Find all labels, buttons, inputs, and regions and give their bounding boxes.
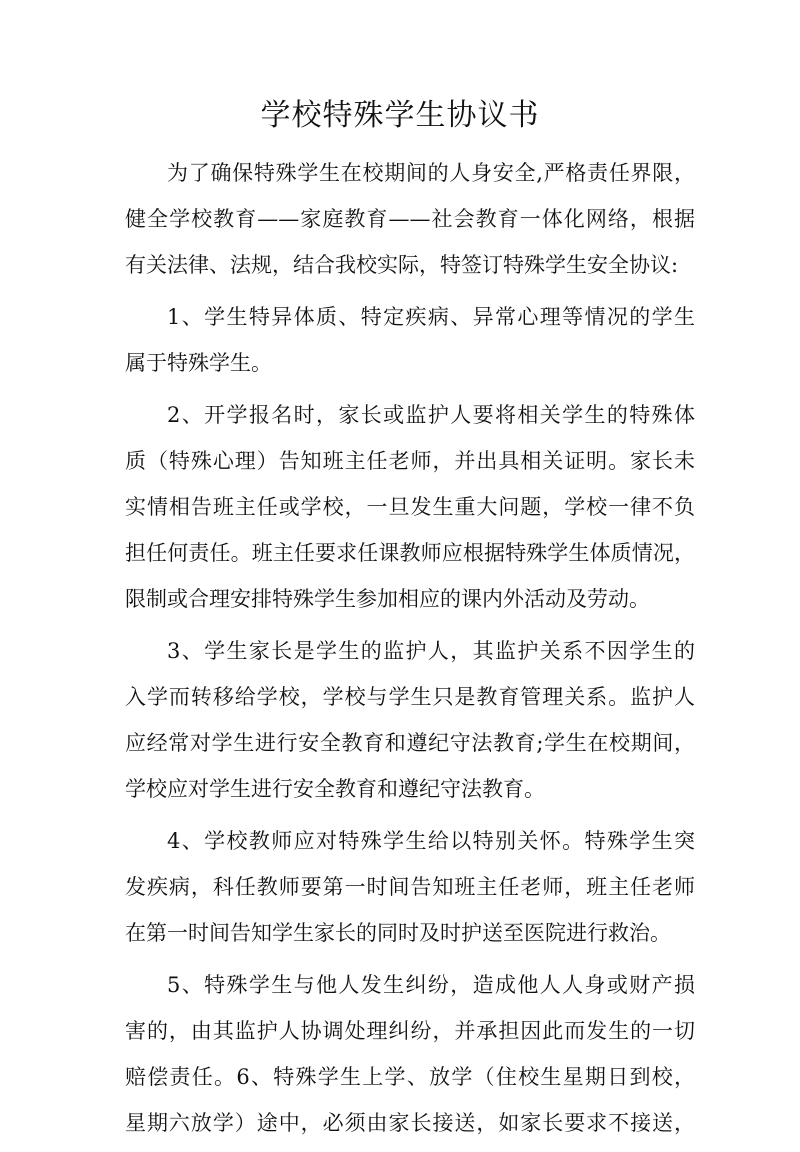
text-line: 应经常对学生进行安全教育和遵纪守法教育;学生在校期间， xyxy=(125,731,695,755)
text-line: 发疾病，科任教师要第一时间告知班主任老师，班主任老师 xyxy=(125,875,695,899)
document-body xyxy=(125,150,695,1152)
text-line: 害的，由其监护人协调处理纠纷，并承担因此而发生的一切 xyxy=(125,1019,695,1043)
paragraph-clause-5-6 xyxy=(125,962,695,1146)
paragraph-intro xyxy=(125,150,695,288)
text-line: 赔偿责任。6、特殊学生上学、放学（住校生星期日到校， xyxy=(125,1065,695,1089)
document-title: 学校特殊学生协议书 xyxy=(260,98,540,133)
text-line: 担任何责任。班主任要求任课教师应根据特殊学生体质情况， xyxy=(125,541,695,565)
text-line: 健全学校教育——家庭教育——社会教育一体化网络，根据 xyxy=(125,207,695,231)
text-line: 1、学生特异体质、特定疾病、异常心理等情况的学生 xyxy=(167,305,695,329)
text-line: 为了确保特殊学生在校期间的人身安全,严格责任界限， xyxy=(167,161,695,185)
text-line: 有关法律、法规，结合我校实际，特签订特殊学生安全协议: xyxy=(125,253,679,277)
text-line: 星期六放学）途中，必须由家长接送，如家长要求不接送， xyxy=(125,1111,695,1135)
paragraph-clause-2 xyxy=(125,392,695,622)
text-line: 限制或合理安排特殊学生参加相应的课内外活动及劳动。 xyxy=(125,587,650,611)
text-line: 在第一时间告知学生家长的同时及时护送至医院进行救治。 xyxy=(125,921,671,945)
text-line: 质（特殊心理）告知班主任老师，并出具相关证明。家长未 xyxy=(125,449,695,473)
text-line: 入学而转移给学校，学校与学生只是教育管理关系。监护人 xyxy=(125,685,695,709)
text-line: 3、学生家长是学生的监护人，其监护关系不因学生的 xyxy=(167,639,695,663)
paragraph-clause-3 xyxy=(125,628,695,812)
paragraph-clause-4 xyxy=(125,818,695,956)
paragraph-clause-1 xyxy=(125,294,695,386)
text-line: 5、特殊学生与他人发生纠纷，造成他人人身或财产损 xyxy=(167,973,695,997)
text-line: 实情相告班主任或学校，一旦发生重大问题，学校一律不负 xyxy=(125,495,695,519)
text-line: 属于特殊学生。 xyxy=(125,351,272,375)
text-line: 4、学校教师应对特殊学生给以特别关怀。特殊学生突 xyxy=(167,829,695,853)
text-line: 学校应对学生进行安全教育和遵纪守法教育。 xyxy=(125,777,545,801)
text-line: 2、开学报名时，家长或监护人要将相关学生的特殊体 xyxy=(167,403,695,427)
